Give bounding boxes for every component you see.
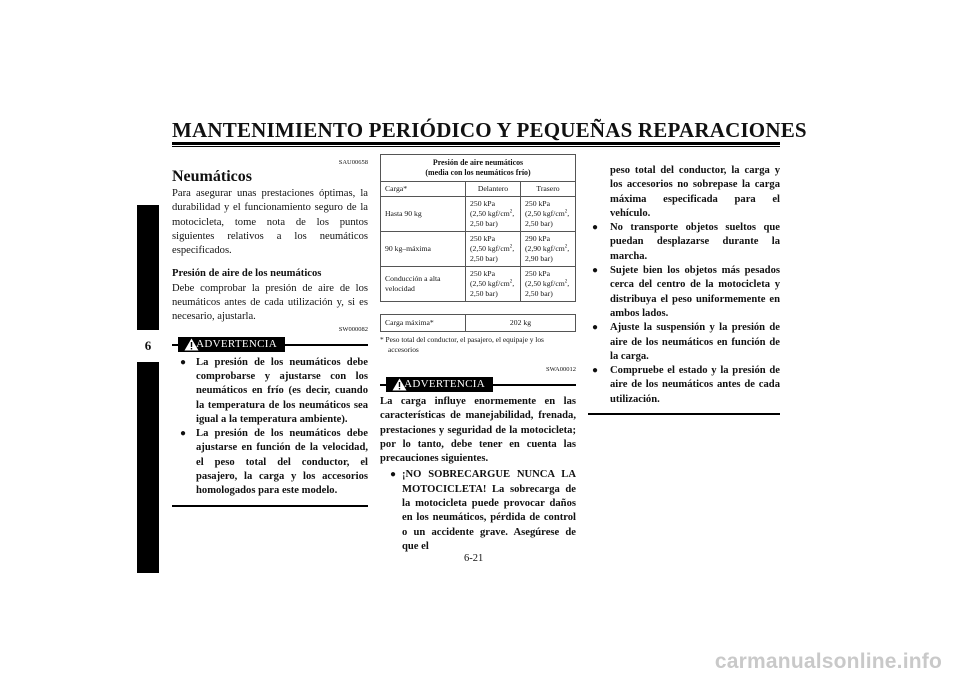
list-item (172, 427, 368, 498)
front-pressure: 250 kPa (2,50 kgf/$cm^2$, 2,50 bar) (466, 232, 521, 267)
bullet-icon: ● (592, 265, 599, 277)
list-item-text: La presión de los neumáticos debe comprobarse y ajustarse con los neumáticos en frío (es decir, cuando la temperatura de los neumáticos sea igual a la temperatura ambiente). (196, 356, 368, 425)
watermark: carmanualsonline.info (714, 650, 942, 673)
section-heading: Neumáticos (172, 168, 252, 185)
list-item (172, 356, 368, 427)
column-header-front: Delantero (466, 182, 521, 197)
list-item-text: ¡NO SOBRECARGUE NUNCA LA MOTOCICLETA! La sobrecarga de la motocicleta puede provocar daños en los neumáticos, pérdida de control o un accidente grave. Asegúrese de que el (402, 469, 576, 552)
front-pressure: 250 kPa (2,50 kgf/$cm^2$, 2,50 bar) (466, 197, 521, 232)
rear-pressure: 250 kPa (2,50 kgf/$cm^2$, 2,50 bar) (521, 197, 576, 232)
warning-header (380, 377, 576, 392)
table-footnote: * Peso total del conductor, el pasajero, el equipaje y los accesorios (380, 335, 544, 354)
table-title-line1: Presión de aire neumáticos (432, 158, 524, 167)
warning-label-box (386, 377, 493, 392)
subheading: Presión de aire de los neumáticos (172, 268, 322, 280)
max-load-label: Carga máxima* (381, 315, 466, 332)
list-item-text: Sujete bien los objetos más pesados cerca del centro de la motocicleta y distribuya el peso uniformemente en ambos lados. (610, 265, 780, 319)
table-title (381, 155, 576, 182)
column-3 (588, 164, 780, 415)
column-header-rear: Trasero (521, 182, 576, 197)
list-item-text: No transporte objetos sueltos que puedan desplazarse durante la marcha. (610, 222, 780, 262)
column-header-load: Carga* (381, 182, 466, 197)
table-row (381, 267, 576, 302)
warning-label: ADVERTENCIA (404, 378, 485, 390)
column-1 (172, 158, 368, 507)
warning-code: SW000082 (338, 325, 368, 333)
table-row (381, 232, 576, 267)
warning-triangle-icon (392, 378, 407, 391)
list-item (380, 468, 576, 554)
warning-paragraph: La carga influye enormemente en las características de manejabilidad, frenada, prestaciones y seguridad de la motocicleta; por lo tanto, debe tener en cuenta las precauciones siguientes. (380, 396, 576, 465)
bullet-icon: ● (180, 428, 187, 440)
bullet-icon: ● (180, 356, 187, 368)
row-label: 90 kg–máxima (381, 232, 466, 267)
front-pressure: 250 kPa (2,50 kgf/$cm^2$, 2,50 bar) (466, 267, 521, 302)
warning-list (380, 468, 576, 554)
table-row (381, 197, 576, 232)
warning-triangle-icon (184, 338, 199, 351)
row-label: Conducción a alta velocidad (381, 267, 466, 302)
list-item-text: Compruebe el estado y la presión de aire de los neumáticos antes de cada utilización. (610, 365, 780, 405)
rear-pressure: 250 kPa (2,50 kgf/$cm^2$, 2,50 bar) (521, 267, 576, 302)
max-load-value: 202 kg (466, 315, 576, 332)
bullet-icon: ● (592, 222, 599, 234)
intro-paragraph: Para asegurar unas prestaciones óptimas, la durabilidad y el funcionamiento seguro de la motocicleta, tome nota de los puntos siguientes relativos a los neumáticos especificados. (172, 188, 368, 257)
warning-list (172, 356, 368, 499)
section-code: SAU00658 (338, 159, 368, 166)
list-item (588, 321, 780, 364)
warning-label-box (178, 337, 285, 352)
header-rule (172, 142, 780, 145)
table-title-line2: (media con los neumáticos frío) (425, 168, 531, 177)
bullet-icon: ● (592, 365, 599, 377)
page-title: MANTENIMIENTO PERIÓDICO Y PEQUEÑAS REPARACIONES (172, 118, 807, 142)
list-item (588, 264, 780, 321)
warning-end-rule (172, 505, 368, 507)
max-load-table (380, 314, 576, 332)
body-paragraph: Debe comprobar la presión de aire de los neumáticos antes de cada utilización y, si es necesario, ajustarla. (172, 282, 368, 323)
list-item-continued (588, 164, 780, 221)
warning-header (172, 337, 368, 352)
row-label: Hasta 90 kg (381, 197, 466, 232)
rear-pressure: 290 kPa (2,90 kgf/$cm^2$, 2,90 bar) (521, 232, 576, 267)
list-item (588, 364, 780, 407)
column-2 (380, 154, 576, 554)
tire-pressure-table (380, 154, 576, 302)
warning-list-continued (588, 164, 780, 407)
chapter-tab-bar (137, 205, 159, 573)
bullet-icon: ● (592, 322, 599, 334)
warning-code: SWA00012 (546, 366, 576, 373)
list-item (588, 221, 780, 264)
list-item-text: La presión de los neumáticos debe ajustarse en función de la velocidad, el peso total del conductor, el pasajero, la carga y los accesorios homologados para este modelo. (196, 428, 368, 497)
warning-label: ADVERTENCIA (196, 337, 277, 350)
header-rule-thin (172, 146, 780, 147)
bullet-icon: ● (390, 469, 397, 481)
list-item-text: peso total del conductor, la carga y los accesorios no sobrepase la carga máxima especificada para el vehículo. (610, 165, 780, 219)
chapter-tab-number: 6 (137, 330, 159, 362)
warning-end-rule (588, 413, 780, 415)
list-item-text: Ajuste la suspensión y la presión de aire de los neumáticos en función de la carga. (610, 322, 780, 362)
page-number: 6-21 (464, 553, 484, 564)
